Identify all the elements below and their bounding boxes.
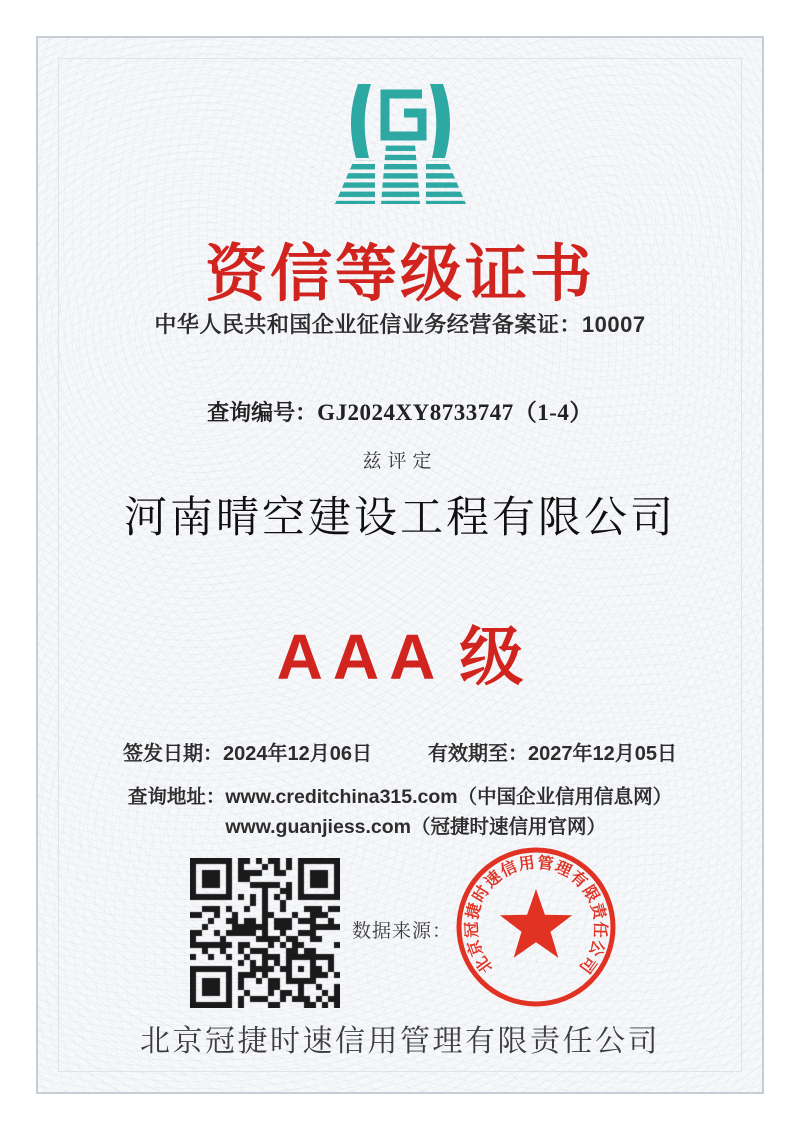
rating-letters: AAA	[276, 621, 446, 693]
svg-text:限: 限	[578, 882, 602, 906]
valid-until-date: 有效期至：2027年12月05日	[428, 743, 677, 765]
certificate-title: 资信等级证书	[204, 240, 595, 309]
svg-text:用: 用	[517, 854, 536, 874]
query-address-label: 查询地址：	[127, 786, 226, 808]
issue-date: 签发日期：2024年12月06日	[123, 743, 372, 765]
svg-text:时: 时	[470, 882, 494, 906]
svg-text:司: 司	[575, 952, 599, 976]
rating-suffix: 级	[459, 621, 524, 693]
ding-vessel-logo-icon	[323, 72, 478, 212]
svg-text:捷: 捷	[464, 901, 485, 922]
certificate-subtitle: 中华人民共和国企业征信业务经营备案证：10007	[154, 312, 646, 337]
svg-text:理: 理	[552, 858, 574, 881]
company-name: 河南晴空建设工程有限公司	[124, 495, 676, 542]
rating-grade	[0, 606, 800, 698]
data-source-label: 数据来源：	[352, 921, 453, 942]
svg-text:责: 责	[587, 901, 608, 922]
query-address-url-2: www.guanjiess.com（冠捷时速信用官网）	[225, 816, 607, 838]
svg-text:北: 北	[473, 952, 497, 976]
svg-text:冠: 冠	[463, 921, 482, 939]
svg-text:管: 管	[536, 854, 555, 874]
issuer-logo	[0, 72, 800, 217]
query-address-url-1: www.creditchina315.com（中国企业信用信息网）	[225, 786, 673, 808]
query-number-line	[0, 394, 800, 427]
svg-text:信: 信	[498, 858, 520, 881]
hereby-text: 兹评定	[362, 451, 438, 472]
dates-row	[0, 737, 800, 766]
query-address-block	[0, 782, 800, 842]
svg-text:公: 公	[585, 937, 607, 959]
qr-code	[190, 858, 340, 1008]
svg-text:速: 速	[481, 868, 506, 892]
query-number-value: GJ2024XY8733747（1-4）	[317, 400, 593, 425]
stamp-star-icon	[500, 889, 572, 958]
query-number-label: 查询编号：	[207, 400, 318, 425]
svg-text:有: 有	[566, 868, 591, 892]
svg-text:任: 任	[590, 921, 609, 939]
issuer-company-name: 北京冠捷时速信用管理有限责任公司	[140, 1025, 660, 1058]
svg-text:京: 京	[465, 937, 487, 959]
company-seal-stamp	[452, 843, 620, 1011]
